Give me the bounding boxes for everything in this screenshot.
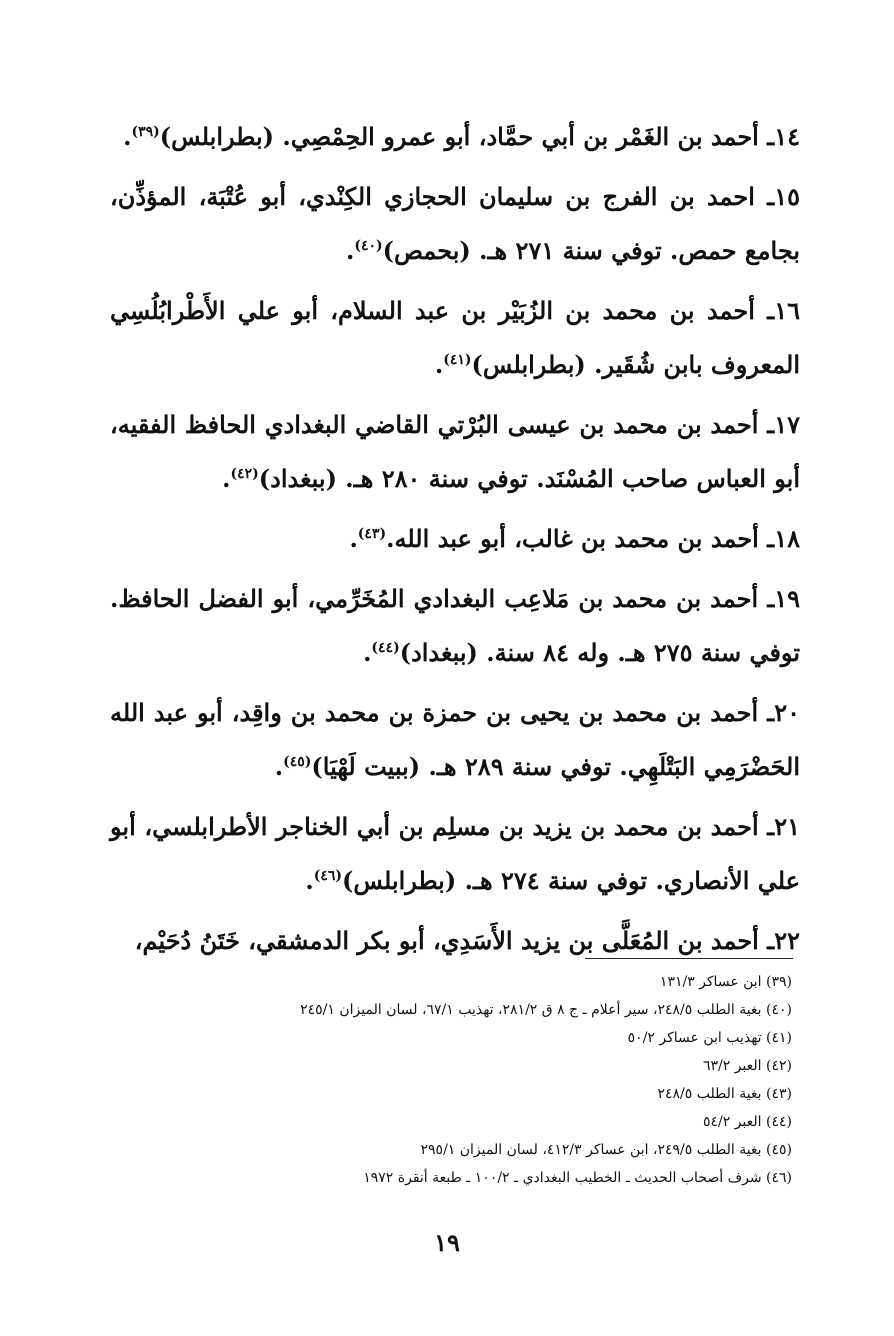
footnote-39: (٣٩) ابن عساكر ١٣١/٣ xyxy=(659,974,792,990)
entry-text: ١٦ـ أحمد بن محمد بن الزُبَيْر بن عبد السلام، أبو علي الأَطْرابُلُسِي المعروف بابن شُقَير. (بطرابلس) xyxy=(110,296,800,379)
entry-end: . xyxy=(222,464,231,493)
entry-end: . xyxy=(274,752,284,781)
entry-text: ١٥ـ احمد بن الفرج بن سليمان الحجازي الكِنْدي، أبو عُتْبَة، المؤذِّن، بجامع حمص. توفي سنة ٢٧١ هـ. (بحمص) xyxy=(110,182,800,265)
entry-17 xyxy=(110,398,800,506)
entry-text: ١٩ـ أحمد بن محمد بن مَلاعِب البغدادي المُخَرِّمي، أبو الفضل الحافظ. توفي سنة ٢٧٥ هـ. وله ٨٤ سنة. (ببغداد) xyxy=(110,584,800,667)
footnote-ref: (٤٥) xyxy=(283,754,312,770)
entry-end: . xyxy=(363,638,372,667)
footnote-40: (٤٠) بغية الطلب ٢٤٨/٥، سير أعلام ـ ج ٨ ق ٢٨١/٢، تهذيب ٦٧/١، لسان الميزان ٢٤٥/١ xyxy=(300,1002,792,1018)
footnote-ref: (٤٢) xyxy=(230,466,259,482)
entry-21 xyxy=(110,800,800,908)
footnote-ref: (٤٦) xyxy=(313,868,342,884)
entry-text: ١٧ـ أحمد بن محمد بن عيسى البُرْتي القاضي البغدادي الحافظ الفقيه، أبو العباس صاحب المُسْنَد. توفي سنة ٢٨٠ هـ. (ببغداد) xyxy=(110,410,800,493)
entry-end: . xyxy=(434,350,444,379)
footnote-ref: (٤٤) xyxy=(371,640,400,656)
footnote-42: (٤٢) العبر ٦٣/٢ xyxy=(702,1058,792,1074)
entry-text: ٢٠ـ أحمد بن محمد بن يحيى بن حمزة بن محمد بن واقِد، أبو عبد الله الحَضْرَمِي البَتْلَهِي. توفي سنة ٢٨٩ هـ. (ببيت لَهْيَا) xyxy=(110,698,800,781)
entry-text: ٢١ـ أحمد بن محمد بن يزيد بن مسلِم بن أبي الخناجر الأطرابلسي، أبو علي الأنصاري. توفي سنة ٢٧٤ هـ. (بطرابلس) xyxy=(110,812,800,895)
entry-16 xyxy=(110,284,800,392)
entry-text: ١٨ـ أحمد بن محمد بن غالب، أبو عبد الله. xyxy=(386,524,800,553)
entry-end: . xyxy=(349,524,358,553)
footnotes xyxy=(170,968,792,1192)
entry-end: . xyxy=(305,866,314,895)
footnote-ref: (٣٩) xyxy=(131,124,160,140)
page-number: ١٩ xyxy=(434,1228,460,1257)
footnote-ref: (٤١) xyxy=(443,352,472,368)
entry-22 xyxy=(110,914,800,968)
entry-20 xyxy=(110,686,800,794)
entry-end: . xyxy=(123,122,132,151)
entry-end: . xyxy=(345,236,355,265)
footnote-41: (٤١) تهذيب ابن عساكر ٥٠/٢ xyxy=(627,1030,792,1046)
footnote-ref: (٤٠) xyxy=(354,238,383,254)
entry-text: ٢٢ـ أحمد بن المُعَلَّى بن يزيد الأَسَدِي، أبو بكر الدمشقي، خَتَنُ دُحَيْم، xyxy=(134,926,800,955)
footnote-44: (٤٤) العبر ٥٤/٢ xyxy=(702,1114,792,1130)
entry-14 xyxy=(110,110,800,164)
footnote-divider xyxy=(585,958,793,959)
entry-15 xyxy=(110,170,800,278)
entry-18 xyxy=(110,512,800,566)
footnote-43: (٤٣) بغية الطلب ٢٤٨/٥ xyxy=(657,1086,792,1102)
entry-19 xyxy=(110,572,800,680)
footnote-46: (٤٦) شرف أصحاب الحديث ـ الخطيب البغدادي ـ ١٠٠/٢ ـ طبعة أنقرة ١٩٧٢ xyxy=(363,1170,792,1186)
footnote-ref: (٤٣) xyxy=(357,526,387,542)
footnote-45: (٤٥) بغية الطلب ٢٤٩/٥، ابن عساكر ٤١٢/٣، لسان الميزان ٢٩٥/١ xyxy=(420,1142,792,1158)
main-text xyxy=(110,110,800,974)
entry-text: ١٤ـ أحمد بن الغَمْر بن أبي حمَّاد، أبو عمرو الحِمْصِي. (بطرابلس) xyxy=(159,122,800,151)
